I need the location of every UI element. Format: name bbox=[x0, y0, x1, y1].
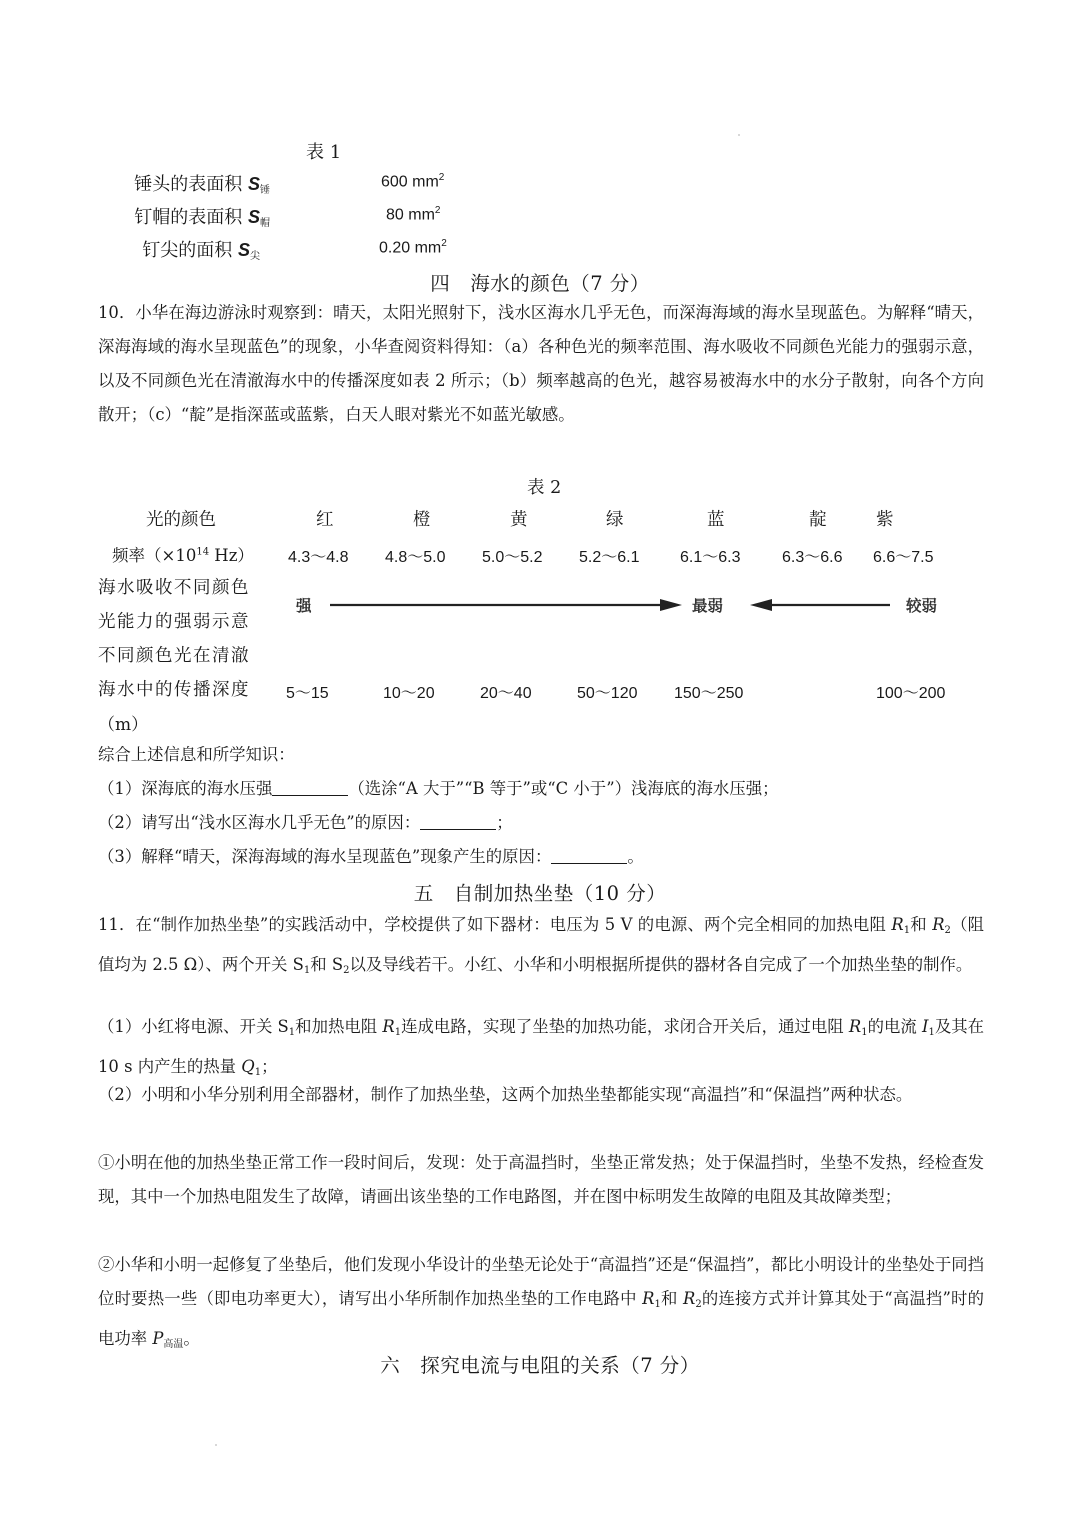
table1-row-label bbox=[110, 170, 270, 196]
q10-part1-text-a: （1）深海底的海水压强 bbox=[98, 779, 273, 798]
scan-speck bbox=[215, 1444, 217, 1446]
color-yellow: 黄 bbox=[510, 510, 528, 530]
q11-text: ； bbox=[261, 1057, 278, 1076]
absorb-strong-label: 强 bbox=[296, 597, 312, 615]
q11-text: 和 bbox=[660, 1289, 683, 1308]
subscript-hot: 高温 bbox=[163, 1339, 184, 1350]
answer-blank-3[interactable] bbox=[551, 843, 627, 864]
symbol-r: R bbox=[382, 1017, 395, 1036]
unit-superscript: 2 bbox=[434, 205, 441, 216]
section4-title: 四 海水的颜色（7 分） bbox=[430, 272, 650, 295]
symbol-subscript: 帽 bbox=[260, 218, 270, 229]
subscript: 1 bbox=[861, 1027, 868, 1038]
arrow-head-right bbox=[660, 599, 682, 611]
table1-value bbox=[386, 205, 440, 224]
freq-violet: 6.6～7.5 bbox=[873, 549, 934, 566]
question11-intro bbox=[98, 908, 984, 988]
q11-part2: （2）小明和小华分别利用全部器材，制作了加热坐垫，这两个加热坐垫都能实现“高温挡”和“保温挡”两种状态。 bbox=[98, 1085, 913, 1104]
q11-text: 以及导线若干。小红、小华和小明根据所提供的器材各自完成了一个加热坐垫的制作。 bbox=[349, 955, 973, 974]
color-green: 绿 bbox=[606, 510, 624, 530]
q11-text: 及其在 10 s 内产生的热量 bbox=[98, 1017, 984, 1076]
q11-text: 。 bbox=[183, 1329, 200, 1348]
depth-violet: 100～200 bbox=[876, 685, 946, 702]
color-violet: 紫 bbox=[876, 510, 894, 530]
color-blue: 蓝 bbox=[707, 510, 725, 530]
q10-part2-text-b: ； bbox=[496, 813, 513, 832]
symbol-s: S bbox=[237, 240, 250, 260]
subscript: 1 bbox=[903, 925, 911, 936]
depth-label-line2: 海水中的传播深度 bbox=[98, 680, 250, 700]
q11-part2-sub2 bbox=[98, 1248, 984, 1362]
question10-intro: 10．小华在海边游泳时观察到：晴天，太阳光照射下，浅水区海水几乎无色，而深海海域的海水呈现蓝色。为解释“晴天，深海海域的海水呈现蓝色”的现象，小华查阅资料得知：（a）各种色光的频率范围、海水吸收不同颜色光能力的强弱示意，以及不同颜色光在清澈海水中的传播深度如表 2 所示；（b）频率越高的色光，越容易被海水中的水分子散射，向各个方向散开；（c）“靛”是指深蓝或蓝紫，白天人眼对紫光不如蓝光敏感。 bbox=[98, 303, 984, 424]
subscript: 1 bbox=[394, 1027, 402, 1038]
q10-lead: 综合上述信息和所学知识： bbox=[98, 745, 295, 764]
symbol-p: P bbox=[152, 1329, 164, 1348]
q10-part1 bbox=[98, 775, 779, 799]
q11-text: （1）小红将电源、开关 S bbox=[98, 1017, 289, 1036]
subscript: 1 bbox=[303, 965, 311, 976]
freq-orange: 4.8～5.0 bbox=[385, 549, 446, 566]
freq-label-text: 频率（×10 bbox=[112, 546, 197, 565]
depth-orange: 10～20 bbox=[383, 685, 435, 702]
symbol-r: R bbox=[682, 1289, 696, 1308]
q10-part2 bbox=[98, 809, 513, 833]
depth-green: 50～120 bbox=[577, 685, 638, 702]
depth-label-line1: 不同颜色光在清澈 bbox=[98, 646, 250, 666]
unit-superscript: 2 bbox=[441, 238, 447, 249]
q11-text: 和 S bbox=[310, 955, 344, 974]
color-orange: 橙 bbox=[413, 510, 431, 530]
symbol-q: Q bbox=[241, 1057, 255, 1076]
q11-text: 11．在“制作加热坐垫”的实践活动中，学校提供了如下器材：电压为 5 V 的电源、两个完全相同的加热电阻 bbox=[98, 915, 892, 934]
freq-red: 4.3～4.8 bbox=[288, 549, 349, 566]
freq-exponent: 14 bbox=[196, 546, 210, 558]
table1-value-text: 0.20 mm bbox=[379, 239, 442, 257]
subscript: 2 bbox=[343, 965, 350, 976]
subscript: 1 bbox=[654, 1299, 661, 1310]
q11-part2-sub1: ①小明在他的加热坐垫正常工作一段时间后，发现：处于高温挡时，坐垫正常发热；处于保温挡时，坐垫不发热，经检查发现，其中一个加热电阻发生了故障，请画出该坐垫的工作电路图，并在图中标明发生故障的电阻及其故障类型； bbox=[98, 1153, 984, 1206]
answer-blank-2[interactable] bbox=[420, 809, 496, 830]
subscript: 2 bbox=[695, 1299, 702, 1310]
table1-row-label bbox=[110, 236, 260, 262]
symbol-r: R bbox=[932, 915, 945, 934]
q11-text: 和加热电阻 bbox=[295, 1017, 383, 1036]
depth-label-line3: （m） bbox=[98, 715, 149, 735]
q11-text: 的电流 bbox=[867, 1017, 922, 1036]
table1-label: 钉尖的面积 bbox=[142, 240, 233, 261]
freq-label bbox=[112, 542, 254, 566]
absorb-arrows bbox=[320, 596, 900, 616]
depth-yellow: 20～40 bbox=[480, 685, 532, 702]
freq-green: 5.2～6.1 bbox=[579, 549, 640, 566]
arrow-head-left bbox=[750, 599, 772, 611]
subscript: 1 bbox=[288, 1027, 296, 1038]
absorb-weakest-label: 最弱 bbox=[692, 597, 724, 615]
subscript: 1 bbox=[928, 1027, 935, 1038]
q11-text: 和 bbox=[910, 915, 933, 934]
unit-superscript: 2 bbox=[438, 172, 445, 183]
section5-title: 五 自制加热坐垫（10 分） bbox=[413, 882, 667, 905]
absorb-weaker-label: 较弱 bbox=[906, 597, 938, 615]
symbol-i: I bbox=[921, 1017, 929, 1036]
symbol-subscript: 锤 bbox=[260, 185, 270, 196]
q10-part3-text-b: 。 bbox=[627, 847, 644, 866]
table1-value-text: 600 mm bbox=[381, 173, 439, 191]
table1-caption: 表 1 bbox=[306, 142, 342, 163]
symbol-r: R bbox=[891, 915, 904, 934]
color-indigo: 靛 bbox=[809, 510, 827, 530]
answer-blank-1[interactable] bbox=[272, 775, 348, 796]
subscript: 2 bbox=[944, 925, 951, 936]
subscript: 1 bbox=[254, 1067, 262, 1078]
freq-blue: 6.1～6.3 bbox=[680, 549, 741, 566]
symbol-s: S bbox=[247, 207, 260, 227]
symbol-r: R bbox=[642, 1289, 655, 1308]
absorb-label-line1: 海水吸收不同颜色 bbox=[98, 578, 250, 598]
table2-caption: 表 2 bbox=[527, 478, 562, 498]
q11-text: （阻值均为 2.5 Ω）、两个开关 S bbox=[98, 915, 985, 974]
table1-row-label bbox=[110, 203, 270, 229]
depth-blue: 150～250 bbox=[674, 685, 744, 702]
symbol-s: S bbox=[247, 174, 260, 194]
freq-yellow: 5.0～5.2 bbox=[482, 549, 543, 566]
table1-label: 锤头的表面积 bbox=[134, 174, 243, 195]
depth-red: 5～15 bbox=[286, 685, 329, 702]
q10-part2-text-a: （2）请写出“浅水区海水几乎无色”的原因： bbox=[98, 813, 421, 832]
freq-indigo: 6.3～6.6 bbox=[782, 549, 843, 566]
symbol-r: R bbox=[848, 1017, 862, 1036]
q10-part3 bbox=[98, 843, 644, 867]
table1-label: 钉帽的表面积 bbox=[134, 207, 243, 228]
absorb-label-line2: 光能力的强弱示意 bbox=[98, 612, 250, 632]
table1-value bbox=[381, 172, 444, 191]
freq-unit: Hz） bbox=[209, 546, 254, 565]
table1-value bbox=[379, 238, 447, 257]
section6-title: 六 探究电流与电阻的关系（7 分） bbox=[380, 1354, 700, 1377]
q10-part3-text-a: （3）解释“晴天，深海海域的海水呈现蓝色”现象产生的原因： bbox=[98, 847, 552, 866]
table2-header-label: 光的颜色 bbox=[146, 510, 216, 530]
table1-value-text: 80 mm bbox=[386, 206, 435, 224]
q11-text: 连成电路，实现了坐垫的加热功能，求闭合开关后，通过电阻 bbox=[401, 1017, 849, 1036]
q11-text: 的连接方式并计算其处于“高温挡”时的电功率 bbox=[98, 1289, 984, 1348]
color-red: 红 bbox=[316, 510, 334, 530]
q11-text: ②小华和小明一起修复了坐垫后，他们发现小华设计的坐垫无论处于“高温挡”还是“保温挡”，都比小明设计的坐垫处于同挡位时要热一些（即电功率更大），请写出小华所制作加热坐垫的工作电路中 bbox=[98, 1255, 984, 1308]
q10-part1-text-b: （选涂“A 大于”“B 等于”或“C 小于”）浅海底的海水压强； bbox=[348, 779, 779, 798]
scan-speck bbox=[738, 134, 740, 136]
symbol-subscript: 尖 bbox=[250, 251, 260, 262]
